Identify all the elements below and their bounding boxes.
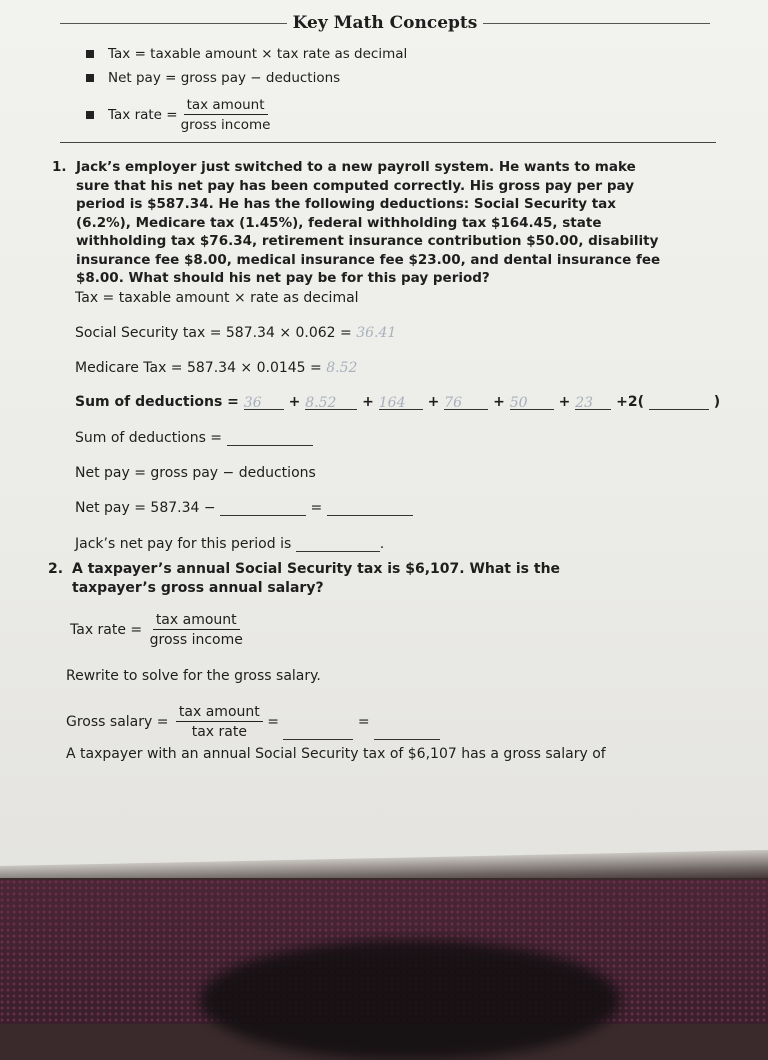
concept-rate-label: Tax rate = (108, 107, 178, 123)
q2-rate-line (70, 612, 243, 648)
question-number: 1. (52, 159, 67, 175)
bullet-square-icon (86, 50, 94, 58)
ss-label: Social Security tax = 587.34 × 0.062 = (75, 325, 352, 341)
equals-sign: = (310, 500, 323, 516)
close-paren: ) (713, 394, 721, 410)
net-pay-line (75, 500, 413, 516)
bullet-square-icon (86, 74, 94, 82)
bullet-square-icon (86, 111, 94, 119)
plus-sign: + (558, 394, 571, 410)
rate-fraction (181, 97, 271, 133)
question-number: 2. (48, 561, 64, 577)
fraction-numerator: tax amount (184, 97, 268, 115)
gross-label: Gross salary = (66, 714, 169, 730)
concepts-header (60, 10, 710, 36)
net-pay-formula: Net pay = gross pay − deductions (75, 465, 316, 481)
q2-rate-label: Tax rate = (70, 622, 143, 638)
conclusion-blank[interactable] (296, 537, 380, 552)
question-2 (48, 560, 648, 598)
plus-sign: + (362, 394, 374, 410)
sum-blank[interactable] (444, 395, 488, 410)
handwritten-value: 50 (509, 395, 528, 411)
plus-sign: + (288, 394, 301, 410)
period: . (379, 536, 385, 552)
sum-blank[interactable] (305, 395, 357, 410)
gross-result-blank[interactable] (374, 725, 440, 740)
medicare-line (75, 360, 357, 376)
sum-blank[interactable] (510, 395, 554, 410)
fraction-numerator: tax amount (153, 612, 240, 630)
q2-rate-fraction (150, 612, 243, 648)
ss-handwritten-answer: 36.41 (356, 325, 397, 341)
equals-sign: = (357, 714, 370, 730)
fraction-denominator: gross income (149, 632, 243, 648)
handwritten-value: 23 (575, 395, 594, 411)
sum-deductions-line (75, 394, 720, 410)
section-divider (60, 142, 716, 143)
sum2-blank[interactable] (227, 431, 313, 446)
plus-two-paren: +2( (616, 394, 644, 410)
concepts-list (86, 42, 407, 138)
medicare-label: Medicare Tax = 587.34 × 0.0145 = (75, 360, 322, 376)
concept-item (86, 66, 407, 90)
fraction-denominator: gross income (180, 117, 271, 133)
shadow (200, 940, 620, 1060)
sum-blank[interactable] (575, 395, 611, 410)
net-pay-conclusion (75, 536, 384, 552)
concept-tax: Tax = taxable amount × tax rate as decimal (108, 46, 408, 62)
page-edge (0, 850, 768, 878)
fraction-denominator: tax rate (191, 724, 247, 740)
q2-rewrite: Rewrite to solve for the gross salary. (66, 668, 321, 684)
net-pay-label: Net pay = 587.34 − (75, 500, 216, 516)
gross-blank[interactable] (283, 725, 353, 740)
handwritten-value: 36 (243, 395, 262, 411)
fraction-numerator: tax amount (176, 704, 263, 722)
tax-formula: Tax = taxable amount × rate as decimal (75, 290, 359, 306)
concept-item (86, 92, 407, 138)
q2-conclusion: A taxpayer with an annual Social Security tax of $6,107 has a gross salary of (66, 746, 606, 762)
conclusion-text: Jack’s net pay for this period is (75, 536, 292, 552)
plus-sign: + (427, 394, 440, 410)
question-text: Jack’s employer just switched to a new payroll system. He wants to make sure that his net pay has been computed correctly. His gross pay per pay period is $587.34. He has the following deductions: Social Security tax (6.2%), Medicare tax (1.45%), federal withholding tax $164.45, state withholding tax $76.34, retirement insurance contribution $50.00, disability insurance fee $8.00, medical insurance fee $23.00, and dental insurance fee $8.00. What should his net pay be for this pay period? (76, 159, 661, 286)
net-pay-blank[interactable] (220, 501, 306, 516)
sum-blank[interactable] (649, 395, 709, 410)
header-rule-right (483, 23, 710, 24)
plus-sign: + (493, 394, 505, 410)
sum-label: Sum of deductions = (75, 394, 239, 410)
sum-deductions-line-2 (75, 430, 313, 446)
concept-net-pay: Net pay = gross pay − deductions (108, 70, 341, 86)
sum-blank[interactable] (379, 395, 423, 410)
net-pay-result-blank[interactable] (327, 501, 413, 516)
sum-blank[interactable] (244, 395, 284, 410)
header-rule-left (60, 23, 287, 24)
handwritten-value: 164 (378, 395, 406, 411)
sum2-label: Sum of deductions = (75, 430, 223, 446)
concept-item (86, 42, 407, 66)
handwritten-value: 8.52 (305, 395, 337, 411)
q2-gross-line (66, 704, 440, 740)
social-security-line (75, 325, 396, 341)
gross-fraction (176, 704, 263, 740)
question-1 (52, 158, 672, 288)
medicare-handwritten-answer: 8.52 (326, 360, 358, 376)
handwritten-value: 76 (444, 395, 463, 411)
question-text: A taxpayer’s annual Social Security tax is $6,107. What is the taxpayer’s gross annual salary? (72, 561, 561, 596)
concepts-title: Key Math Concepts (292, 13, 478, 33)
equals-sign: = (267, 714, 279, 730)
